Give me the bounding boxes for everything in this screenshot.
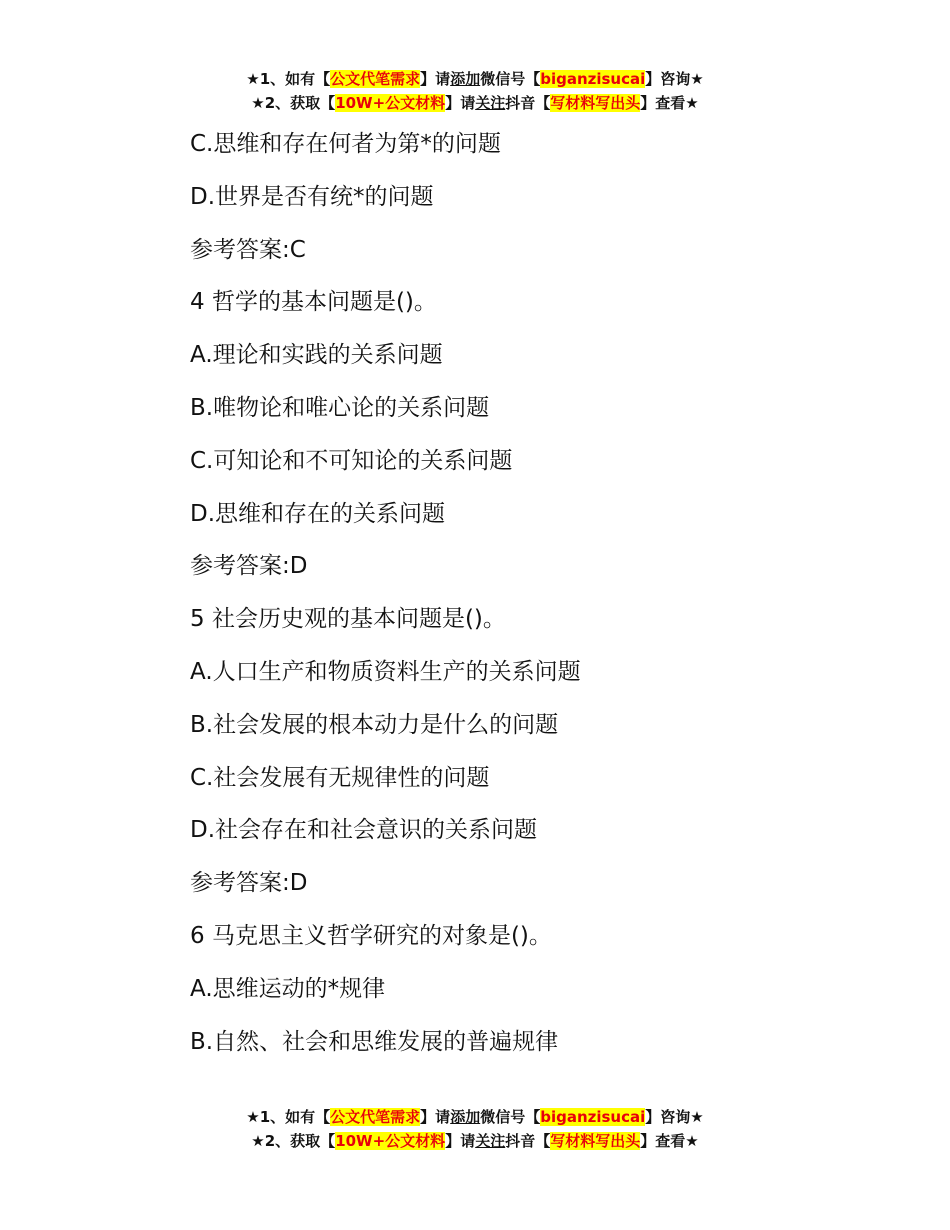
option-line: C.可知论和不可知论的关系问题 <box>190 447 513 474</box>
banner-text: 】请 <box>445 1132 476 1150</box>
banner-highlight: 写材料写出头 <box>550 94 641 112</box>
answer-line: 参考答案:C <box>190 236 306 263</box>
footer-banner <box>0 1105 950 1153</box>
banner-line-2 <box>0 1129 950 1153</box>
option-line: A.人口生产和物质资料生产的关系问题 <box>190 658 581 685</box>
document-body <box>190 118 890 1068</box>
banner-underline: 添加 <box>450 70 481 88</box>
option-line: C.思维和存在何者为第*的问题 <box>190 131 501 157</box>
banner-text: 】请 <box>420 70 451 88</box>
banner-text: ★1、如有【 <box>246 70 331 88</box>
banner-text: 】请 <box>445 94 476 112</box>
question-line: 4 哲学的基本问题是()。 <box>190 289 437 316</box>
option-line: B.自然、社会和思维发展的普遍规律 <box>190 1028 559 1055</box>
banner-highlight: 公文代笔需求 <box>330 1108 421 1126</box>
banner-text: 】咨询★ <box>645 70 704 88</box>
banner-line-1 <box>0 1105 950 1129</box>
banner-text: ★1、如有【 <box>246 1108 331 1126</box>
option-line: B.唯物论和唯心论的关系问题 <box>190 394 490 421</box>
banner-text: 】查看★ <box>640 1132 699 1150</box>
banner-highlight: biganzisucai <box>540 1108 646 1126</box>
banner-highlight: 10W+公文材料 <box>335 94 446 112</box>
answer-line: 参考答案:D <box>190 553 308 580</box>
banner-highlight: 10W+公文材料 <box>335 1132 446 1150</box>
banner-line-1 <box>0 67 950 91</box>
banner-text: 微信号【 <box>480 1108 541 1126</box>
question-line: 5 社会历史观的基本问题是()。 <box>190 606 506 633</box>
banner-line-2 <box>0 91 950 115</box>
option-line: D.思维和存在的关系问题 <box>190 500 446 527</box>
banner-text: 抖音【 <box>505 1132 551 1150</box>
banner-text: ★2、获取【 <box>251 1132 336 1150</box>
option-line: D.世界是否有统*的问题 <box>190 183 434 210</box>
banner-text: 】请 <box>420 1108 451 1126</box>
question-line: 6 马克思主义哲学研究的对象是()。 <box>190 922 552 949</box>
banner-text: ★2、获取【 <box>251 94 336 112</box>
banner-text: 】查看★ <box>640 94 699 112</box>
banner-underline: 关注 <box>475 1132 506 1150</box>
option-line: A.理论和实践的关系问题 <box>190 342 443 369</box>
banner-text: 】咨询★ <box>645 1108 704 1126</box>
banner-highlight: 写材料写出头 <box>550 1132 641 1150</box>
option-line: B.社会发展的根本动力是什么的问题 <box>190 711 559 738</box>
option-line: A.思维运动的*规律 <box>190 975 386 1002</box>
answer-line: 参考答案:D <box>190 870 308 897</box>
banner-text: 微信号【 <box>480 70 541 88</box>
banner-highlight: biganzisucai <box>540 70 646 88</box>
banner-underline: 添加 <box>450 1108 481 1126</box>
option-line: D.社会存在和社会意识的关系问题 <box>190 817 538 844</box>
banner-highlight: 公文代笔需求 <box>330 70 421 88</box>
banner-text: 抖音【 <box>505 94 551 112</box>
option-line: C.社会发展有无规律性的问题 <box>190 764 490 791</box>
header-banner <box>0 67 950 115</box>
banner-underline: 关注 <box>475 94 506 112</box>
